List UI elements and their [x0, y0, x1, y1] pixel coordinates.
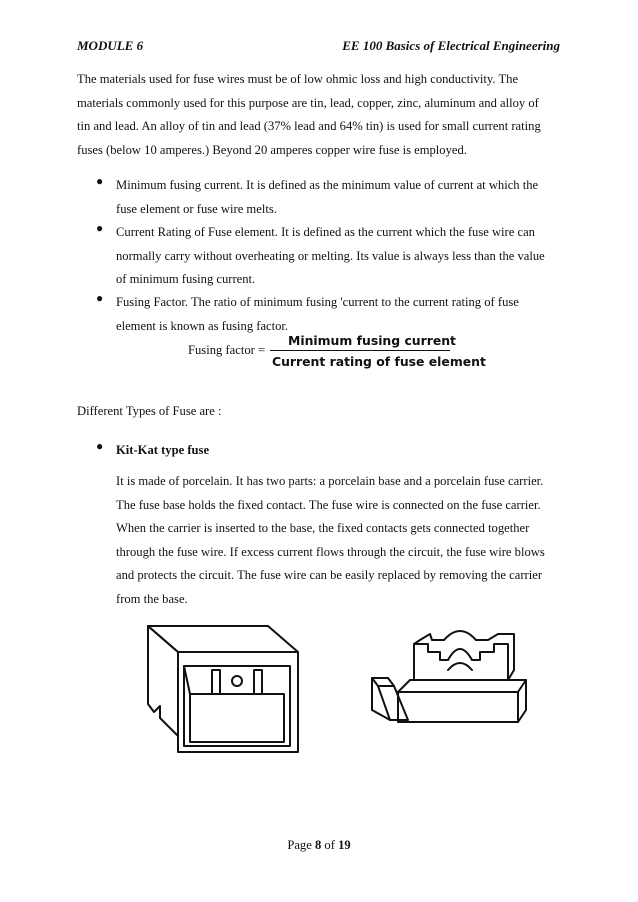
- intro-paragraph: [77, 68, 561, 162]
- kitkat-line: It is made of porcelain. It has two parts: a porcelain base and a porcelain fuse carrier.: [116, 474, 544, 488]
- intro-line: tin and lead. An alloy of tin and lead (37% lead and 64% tin) is used for small current rating: [77, 119, 541, 134]
- kitkat-description: [116, 470, 561, 612]
- footer-page-word: Page: [287, 838, 312, 852]
- kitkat-line: When the carrier is inserted to the base, the fixed contacts gets connected together: [116, 521, 530, 536]
- kitkat-line: from the base.: [116, 591, 188, 606]
- intro-line: fuses (below 10 amperes.) Beyond 20 amperes copper wire fuse is employed.: [77, 142, 467, 157]
- kitkat-line: and protects the circuit. The fuse wire can be easily replaced by removing the carrier: [116, 568, 543, 583]
- header-module: MODULE 6: [77, 38, 144, 53]
- header-course: EE 100 Basics of Electrical Engineering: [342, 38, 560, 53]
- definition-line: fuse element or fuse wire melts.: [116, 201, 277, 216]
- formula-label: Fusing factor =: [188, 343, 266, 357]
- definition-line: Fusing Factor. The ratio of minimum fusing 'current to the current rating of fuse: [116, 295, 519, 309]
- definition-fusing-factor: [116, 291, 561, 338]
- definition-line: Minimum fusing current. It is defined as the minimum value of current at which the: [116, 178, 539, 192]
- footer-of-word: of: [324, 838, 335, 852]
- kitkat-title: Kit-Kat type fuse: [116, 443, 210, 457]
- page-footer: [0, 838, 638, 853]
- definition-line: of minimum fusing current.: [116, 272, 256, 287]
- bullet-dot: ●: [96, 174, 104, 188]
- kitkat-fuse-carrier-drawing: [368, 630, 528, 730]
- formula-denominator: Current rating of fuse element: [272, 354, 486, 369]
- definition-line: normally carry without overheating or melting. Its value is always less than the value: [116, 248, 545, 263]
- kitkat-line: through the fuse wire. If excess current flows through the circuit, the fuse wire blows: [116, 544, 545, 559]
- bullet-dot: ●: [96, 221, 104, 235]
- intro-line: materials commonly used for this purpose are tin, lead, copper, zinc, aluminum and alloy of: [77, 95, 539, 110]
- fraction-bar: [270, 350, 450, 351]
- types-heading: Different Types of Fuse are :: [77, 404, 222, 418]
- definition-line: Current Rating of Fuse element. It is defined as the current which the fuse wire can: [116, 225, 535, 239]
- kitkat-line: The fuse base holds the fixed contact. The fuse wire is connected on the fuse carrier.: [116, 497, 541, 512]
- kitkat-fuse-base-drawing: [140, 612, 310, 762]
- footer-page-number: 8: [314, 838, 322, 852]
- definition-line: element is known as fusing factor.: [116, 318, 289, 333]
- bullet-dot: ●: [96, 291, 104, 305]
- bullet-dot: ●: [96, 439, 104, 453]
- definition-minimum-fusing-current: [116, 174, 561, 221]
- footer-total-pages: 19: [338, 838, 351, 852]
- definition-current-rating: [116, 221, 561, 292]
- formula-numerator: Minimum fusing current: [288, 333, 456, 348]
- intro-line: The materials used for fuse wires must be of low ohmic loss and high conductivity. The: [77, 72, 519, 86]
